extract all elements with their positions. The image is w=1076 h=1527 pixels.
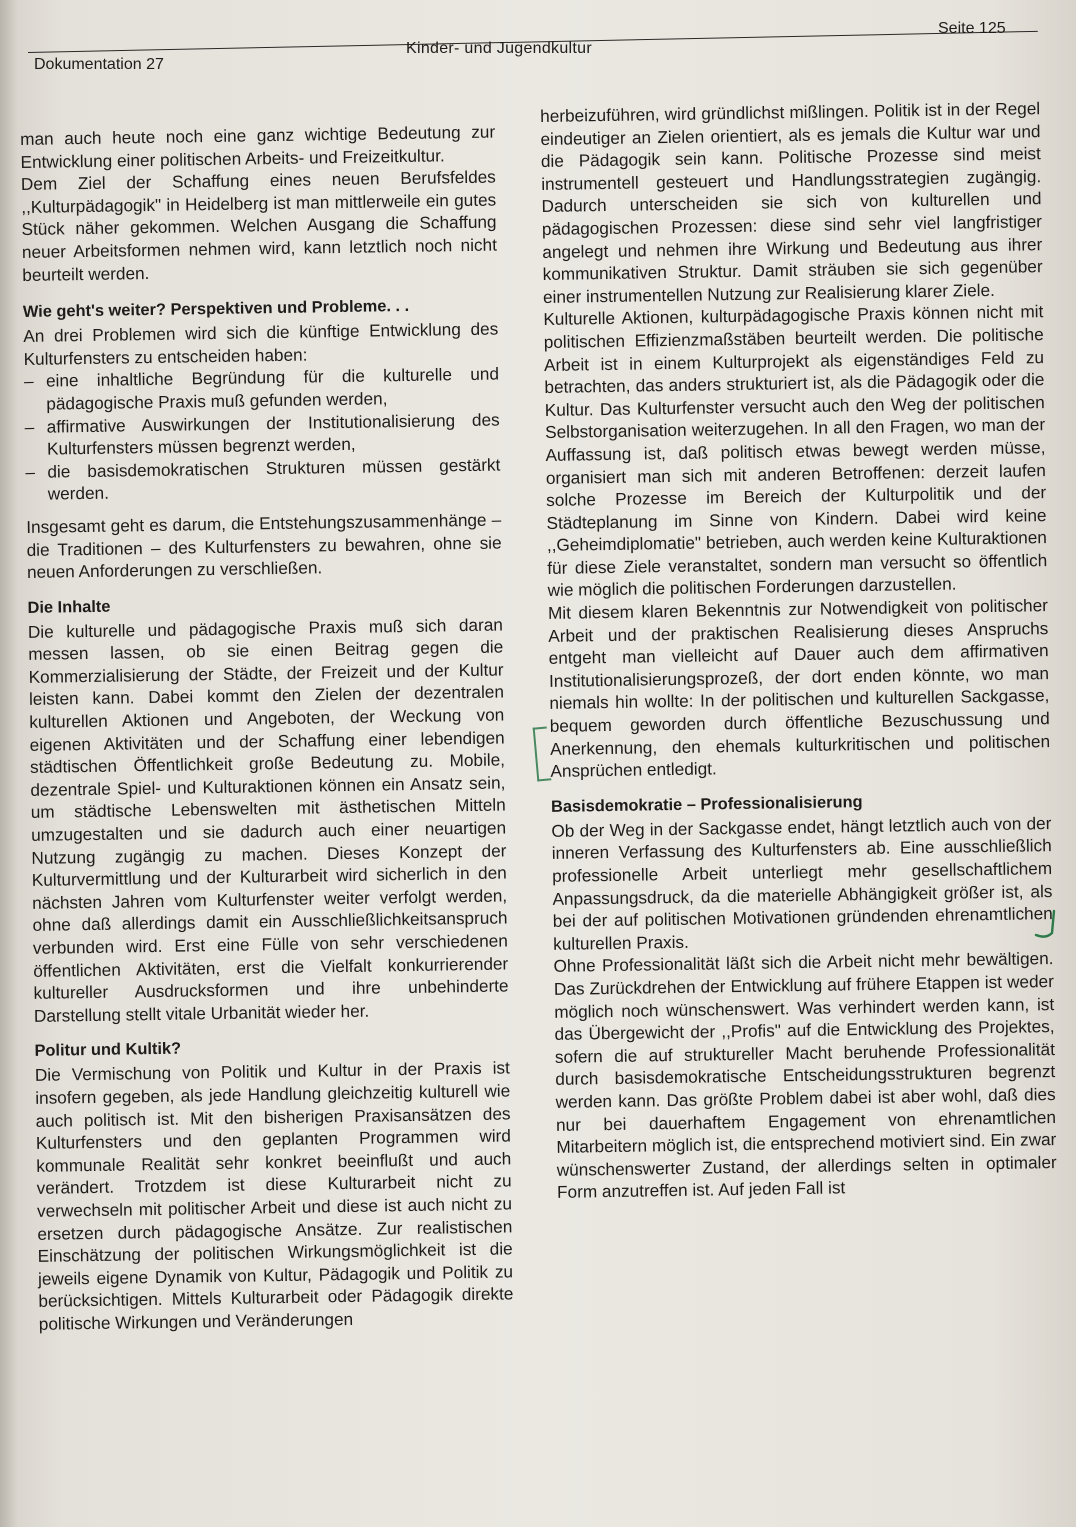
paragraph: Mit diesem klaren Bekenntnis zur Notwendigkeit von politischer Arbeit und der praktischen Realisierung dieses Anspruchs entgeht man vielleicht auf Dauer auch dem affirmativen Institutionalisierungsprozeß, der dort enden könnte, wo man niemals hin wollte: In der politischen und kulturellen Sackgasse, bequem geworden durch öffentliche Bezuschussung und Anerkennung, den ehemals kulturkritischen und politischen Ansprüchen entledigt. xyxy=(547,595,1051,782)
paragraph: Dem Ziel der Schaffung eines neuen Berufsfeldes ,,Kulturpädagogik" in Heidelberg ist man mittlerweile ein gutes Stück näher gekommen. Welchen Ausgang die Schaffung neuer Arbeitsformen nehmen wird, kann letztlich noch nicht beurteilt werden. xyxy=(20,166,498,285)
paragraph: Insgesamt geht es darum, die Entstehungszusammenhänge – die Traditionen – des Kulturfensters zu bewahren, ohne sie neuen Anforderungen zu verschließen. xyxy=(26,509,502,583)
list-item-text: eine inhaltliche Begründung für die kulturelle und pädagogische Praxis muß gefunden werden, xyxy=(45,363,500,414)
right-column xyxy=(540,97,1057,1204)
paragraph: An drei Problemen wird sich die künftige Entwicklung des Kulturfensters zu entscheiden haben: xyxy=(23,318,499,369)
green-check-mark-icon xyxy=(1032,905,1062,945)
dash-marker: – xyxy=(24,416,35,437)
paragraph: herbeizuführen, wird gründlichst mißlingen. Politik ist in der Regel eindeutiger an Zielen orientiert, als es jemals die Kultur war und die Pädagogik sein kann. Politische Prozesse sind meist instrumentell gesteuert und Handlungsstrategien zugängig. Dadurch unterscheiden sie sich von kulturellen und pädagogischen Prozessen: diese sind sehr viel langfristiger angelegt und nehmen ihre Wirkung und Bedeutung aus ihrer kommunikativen Struktur. Damit sträuben sie sich gegenüber einer instrumentellen Nutzung zur Realisierung klarer Ziele. xyxy=(540,98,1043,307)
paragraph: Die Vermischung von Politik und Kultur in der Praxis ist insofern gegeben, als jede Handlung gleichzeitig kulturell wie auch politisch ist. Mit den bisherigen Praxisansätzen des Kulturfensters und den geplanten Programmen wird kommunale Realität sehr konkret beeinflußt und auch verändert. Trotzdem ist diese Kulturarbeit nicht zu verwechseln mit politischer Arbeit und diese ist auch nicht zu ersetzen durch pädagogische Ansätze. Zur realistischen Einschätzung der politischen Wirkungsmöglichkeit ist die jeweils eigene Dynamik von Kultur, Pädagogik und Politik zu berücksichtigen. Mittels Kulturarbeit oder Pädagogik direkte politische Wirkungen und Veränderungen xyxy=(34,1057,514,1334)
section-heading: Die Inhalte xyxy=(27,597,111,617)
left-column xyxy=(20,121,514,1336)
page-header xyxy=(0,0,1076,80)
list-item xyxy=(25,408,501,461)
section-heading: Politur und Kultik? xyxy=(34,1039,182,1061)
paragraph: Ob der Weg in der Sackgasse endet, hängt letztlich auch von der inneren Verfassung des Kulturfensters ab. Eine ausschließlich professionelle Arbeit unterliegt mehr gesellschaftlichem Anpassungsdruck, da die materielle Abhängigkeit größer ist, als bei der auf politischen Motivationen gründenden ehrenamtlichen kulturellen Praxis. xyxy=(551,812,1053,954)
list-item xyxy=(24,363,500,416)
list-item-text: affirmative Auswirkungen der Institutionalisierung des Kulturfensters müssen begrenzt werden, xyxy=(46,409,500,459)
page-fold-shadow xyxy=(0,0,18,1527)
header-section-title: Kinder- und Jugendkultur xyxy=(406,40,592,57)
paragraph: Die kulturelle und pädagogische Praxis muß sich daran messen lassen, ob sie einen Beitrag gegen die Kommerzialisierung der Städte, der Freizeit und der Kultur leisten kann. Dabei kommt den Zielen der dezentralen kulturellen Aktionen und Angeboten, der Weckung von eigenen Aktivitäten und der Schaffung einer lebendigen städtischen Öffentlichkeit große Bedeutung zu. Mobile, dezentrale Spiel- und Kulturaktionen können ein Ansatz sein, um städtische Lebenswelten mit ästhetischen Mitteln umzugestalten und sie dadurch auch einer neuartigen Nutzung zugängig zu machen. Dieses Konzept der Kulturvermittlung und der Kulturarbeit wird sicherlich in den nächsten Jahren vom Kulturfenster weiter verfolgt werden, ohne daß allerdings damit ein Ausschließlichkeitsanspruch verbunden wird. Erst eine Fülle von sehr verschiedenen öffentlichen Aktivitäten, erst die Vielfalt konkurrierender kultureller Ausdrucksformen und ihre unbehinderte Darstellung stellt vitale Urbanität wieder her. xyxy=(27,614,509,1026)
section-heading: Basisdemokratie – Professionalisierung xyxy=(550,792,863,816)
list-item-text: die basisdemokratischen Strukturen müssen gestärkt werden. xyxy=(47,454,501,504)
section-heading: Wie geht's weiter? Perspektiven und Probleme. . . xyxy=(22,297,410,322)
paragraph: man auch heute noch eine ganz wichtige Bedeutung zur Entwicklung einer politischen Arbeits- und Freizeitkultur. xyxy=(20,121,496,172)
dash-marker: – xyxy=(23,371,34,392)
list-item xyxy=(25,453,501,506)
paragraph: Kulturelle Aktionen, kulturpädagogische Praxis können nicht mit politischen Effizienzmaßstäben beurteilt werden. Die politische Arbeit ist in einem Kulturprojekt als eigenständiges Feld zu betrachten, das anders strukturiert ist, als die Pädagogik oder die Kultur. Das Kulturfenster versucht auch den Weg der politischen Selbstorganisation weiterzugehen. In all den Fragen, wo man der Auffassung ist, daß politisch etwas bewegt werden müsse, organisiert man sich mit anderen Betroffenen: derzeit laufen solche Prozesse im Bereich der Kulturpolitik und der Städteplanung im Sinne von Kindern. Dabei wird keine ,,Geheimdiplomatie" betrieben, auch werden keine Kulturaktionen für diese Ziele veranstaltet, sondern man versucht so öffentlich wie möglich die politischen Forderungen darzustellen. xyxy=(543,301,1048,601)
header-page-number: Seite 125 xyxy=(938,20,1006,37)
bullet-list xyxy=(24,363,501,506)
green-margin-bracket xyxy=(533,726,552,781)
dash-marker: – xyxy=(25,461,36,482)
paragraph: Ohne Professionalität läßt sich die Arbeit nicht mehr bewältigen. Das Zurückdrehen der Entwicklung auf frühere Etappen ist weder möglich noch wünschenswert. Was verhindert werden kann, ist das Übergewicht der ,,Profis" auf die Entwicklung des Projektes, sofern die auf struktureller Macht beruhende Professionalität durch basisdemokratische Entscheidungsstrukturen begrenzt werden kann. Das größte Problem dabei ist aber wohl, daß dies nur bei dauerhaftem Engagement von ehrenamtlichen Mitarbeitern möglich ist, die entsprechend motiviert sind. Ein zwar wünschenswerter Zustand, der allerdings selten in optimaler Form anzutreffen ist. Auf jeden Fall ist xyxy=(553,948,1057,1203)
header-publication: Dokumentation 27 xyxy=(34,56,164,73)
